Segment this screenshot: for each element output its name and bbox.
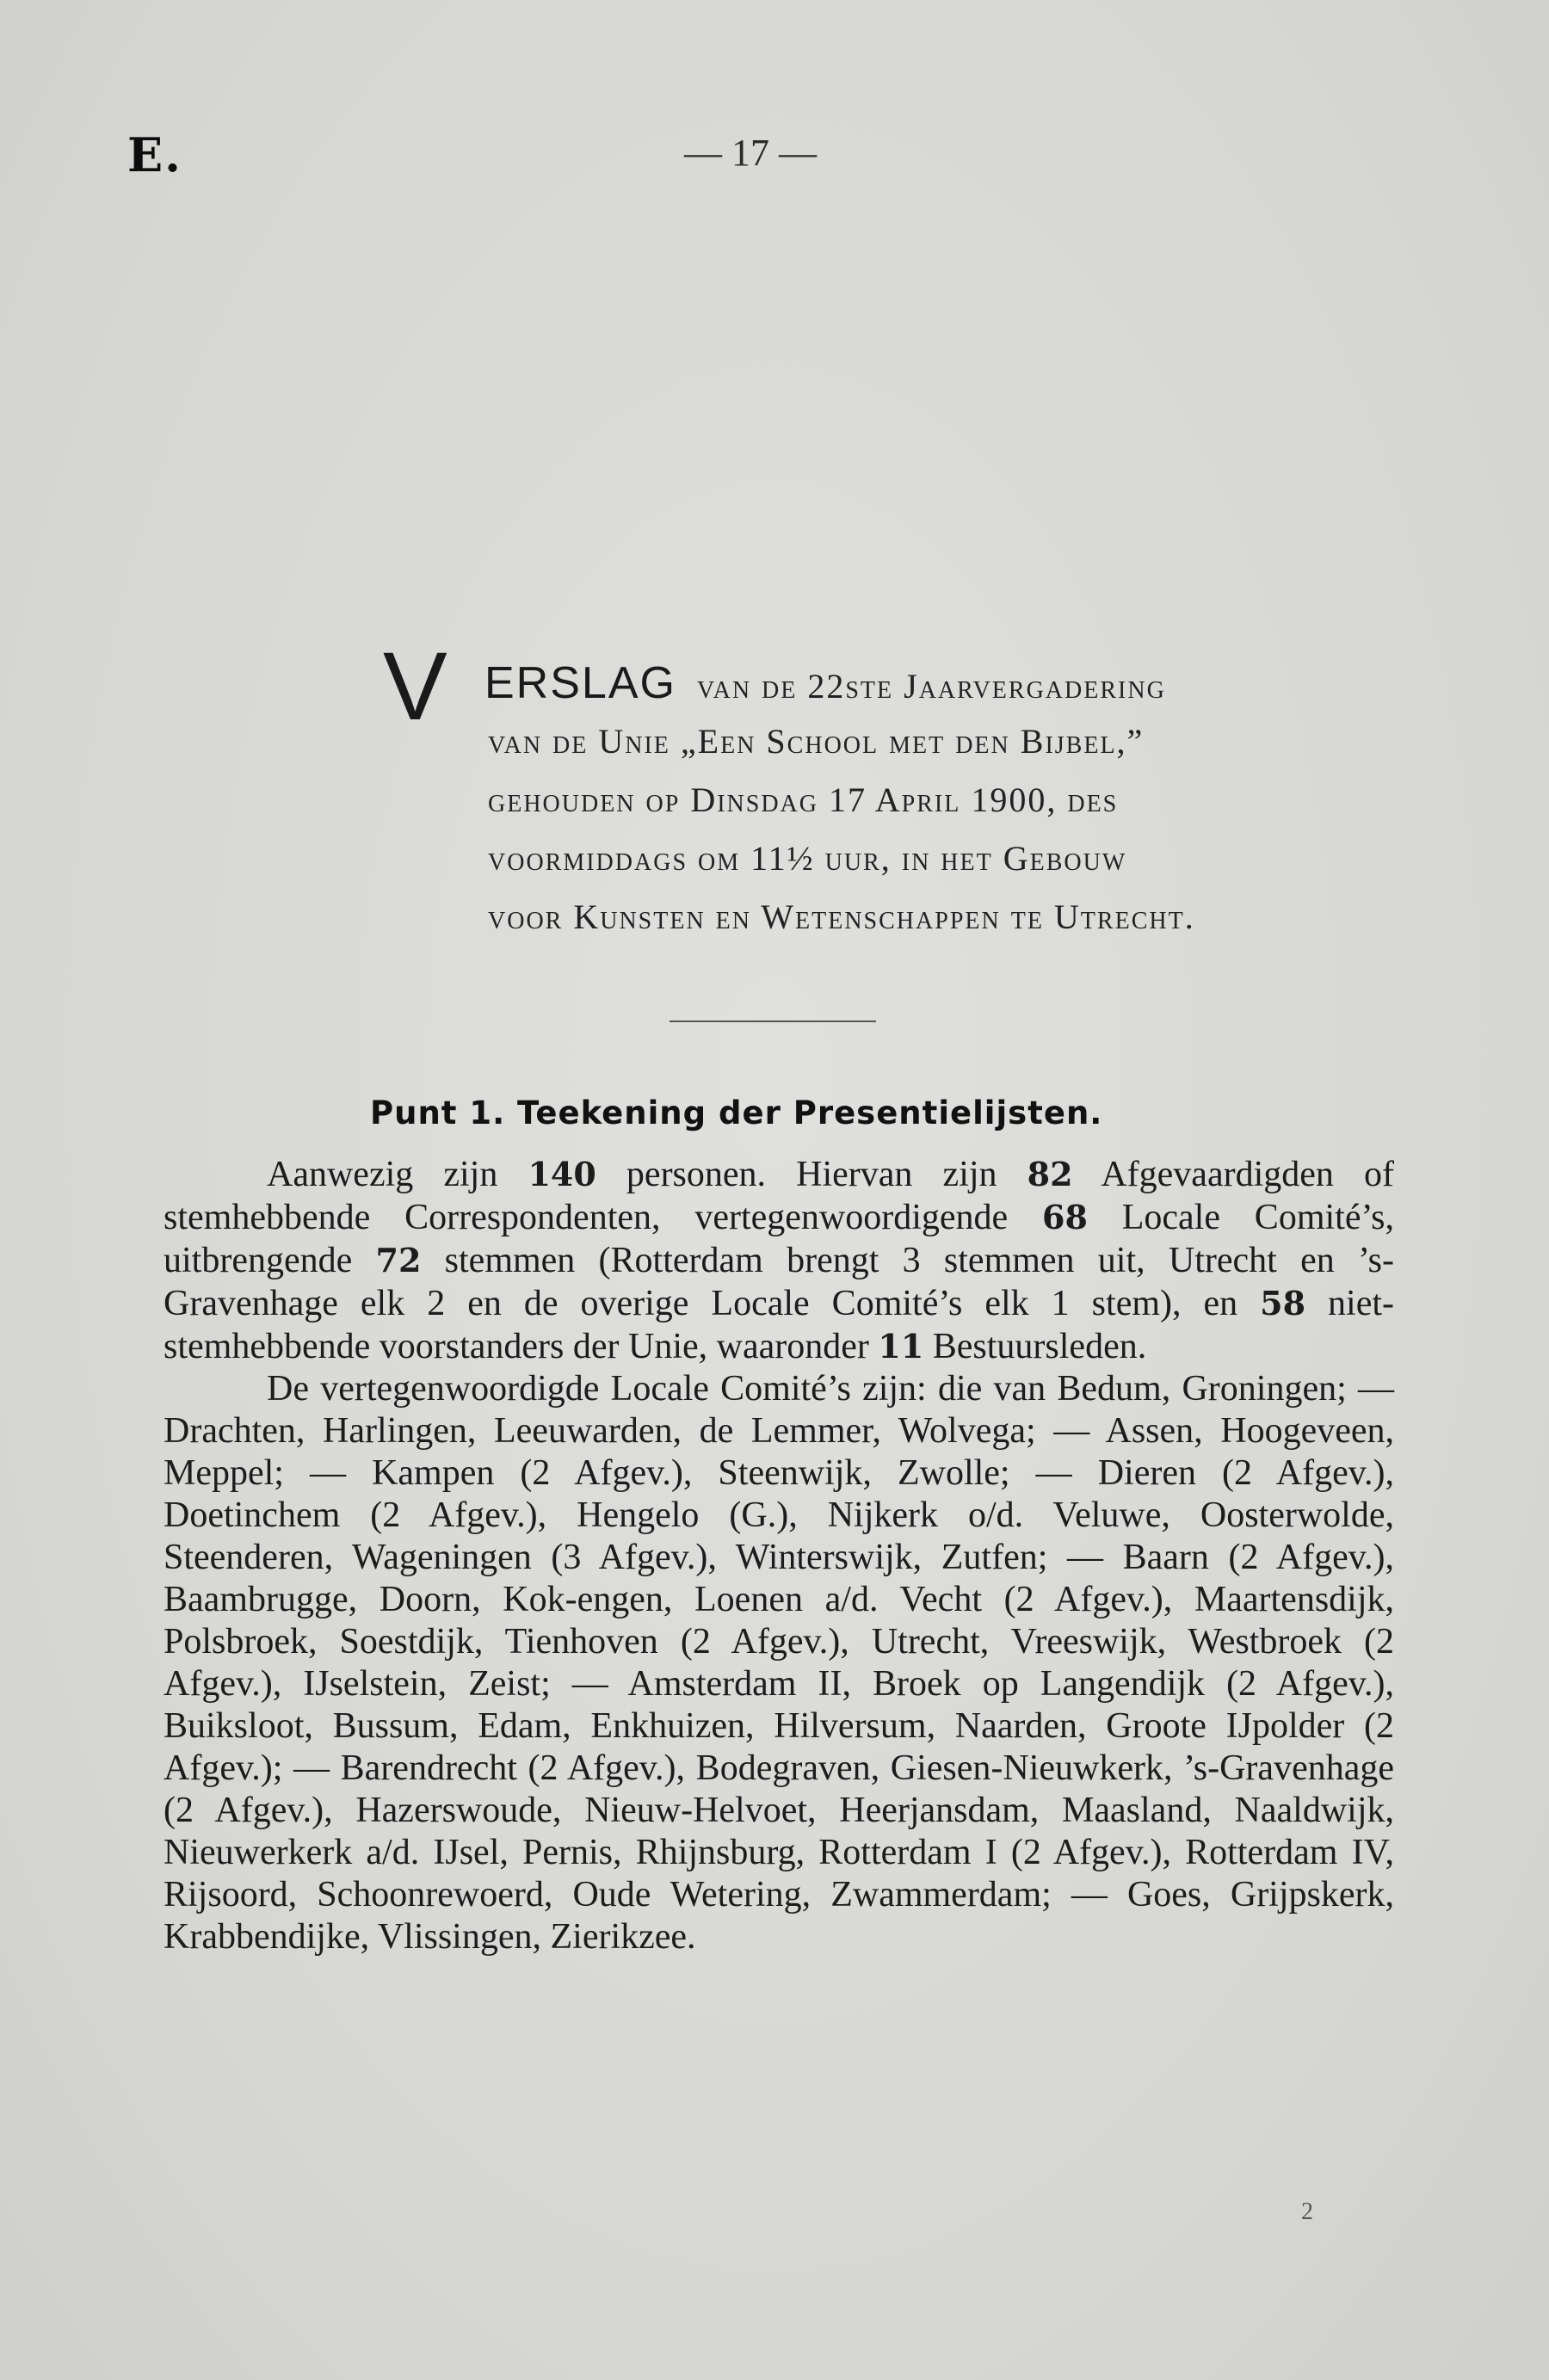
count-votes: 72 bbox=[375, 1241, 422, 1279]
title-first-word: ERSLAG bbox=[484, 658, 676, 708]
title-line-4: voormiddags om 11½ uur, in het Gebouw bbox=[488, 839, 1127, 878]
title-divider bbox=[670, 1020, 876, 1022]
paragraph-attendance bbox=[164, 1153, 1394, 1368]
text-run: Aanwezig zijn bbox=[267, 1155, 528, 1194]
text-run: Afgevaardigden of stemhebbende Correspondenten, vertegenwoordigende bbox=[164, 1155, 1394, 1237]
body-text bbox=[164, 1153, 1394, 1958]
count-committees: 68 bbox=[1042, 1198, 1088, 1236]
section-heading: Punt 1. Teekening der Presentielijsten. bbox=[370, 1094, 1103, 1131]
report-title bbox=[383, 632, 1390, 946]
title-line-1 bbox=[383, 632, 1390, 740]
text-run: niet-stemhebbende voorstanders der Unie, waaronder bbox=[164, 1284, 1394, 1366]
count-delegates: 82 bbox=[1027, 1155, 1073, 1193]
page-number: — 17 — bbox=[684, 132, 817, 174]
title-initial-letter: V bbox=[383, 632, 449, 740]
count-present: 140 bbox=[528, 1155, 596, 1193]
count-non-voting: 58 bbox=[1260, 1284, 1306, 1323]
text-run: Locale Comité’s, uitbrengende bbox=[164, 1198, 1394, 1280]
text-run: stemmen (Rotterdam brengt 3 stemmen uit, Utrecht en ’s-Gravenhage elk 2 en de overige Locale Comité’s elk 1 stem), en bbox=[164, 1241, 1395, 1323]
text-run: personen. Hiervan zijn bbox=[596, 1155, 1028, 1194]
section-letter-mark: E. bbox=[127, 127, 182, 182]
count-board-members: 11 bbox=[878, 1327, 924, 1366]
title-line-3: gehouden op Dinsdag 17 April 1900, des bbox=[488, 780, 1119, 819]
text-run: Bestuursleden. bbox=[923, 1327, 1147, 1366]
title-line-2: van de Unie „Een School met den Bijbel,” bbox=[488, 722, 1145, 761]
title-line-1-rest: van de 22ste Jaarvergadering bbox=[696, 667, 1166, 706]
title-line-5: voor Kunsten en Wetenschappen te Utrecht. bbox=[488, 897, 1195, 936]
paragraph-committees: De vertegenwoordigde Locale Comité’s zijn: die van Bedum, Groningen; — Drachten, Harlingen, Leeuwarden, de Lemmer, Wolvega; — Assen, Hoogeveen, Meppel; — Kampen (2 Afgev.), Steenwijk, Zwolle; — Dieren (2 Afgev.), Doetinchem (2 Afgev.), Hengelo (G.), Nijkerk o/d. Veluwe, Oosterwolde, Steenderen, Wageningen (3 Afgev.), Winterswijk, Zutfen; — Baarn (2 Afgev.), Baambrugge, Doorn, Kok-engen, Loenen a/d. Vecht (2 Afgev.), Maartensdijk, Polsbroek, Soestdijk, Tienhoven (2 Afgev.), Utrecht, Vreeswijk, Westbroek (2 Afgev.), IJselstein, Zeist; — Amsterdam II, Broek op Langendijk (2 Afgev.), Buiksloot, Bussum, Edam, Enkhuizen, Hilversum, Naarden, Groote IJpolder (2 Afgev.); — Barendrecht (2 Afgev.), Bodegraven, Giesen-Nieuwkerk, ’s-Gravenhage (2 Afgev.), Hazerswoude, Nieuw-Helvoet, Heerjansdam, Maasland, Naaldwijk, Nieuwerkerk a/d. IJsel, Pernis, Rhijnsburg, Rotterdam I (2 Afgev.), Rotterdam IV, Rijsoord, Schoonrewoerd, Oude Wetering, Zwammerdam; — Goes, Grijpskerk, Krabbendijke, Vlissingen, Zierikzee. bbox=[164, 1369, 1394, 1957]
signature-mark: 2 bbox=[1301, 2198, 1313, 2225]
